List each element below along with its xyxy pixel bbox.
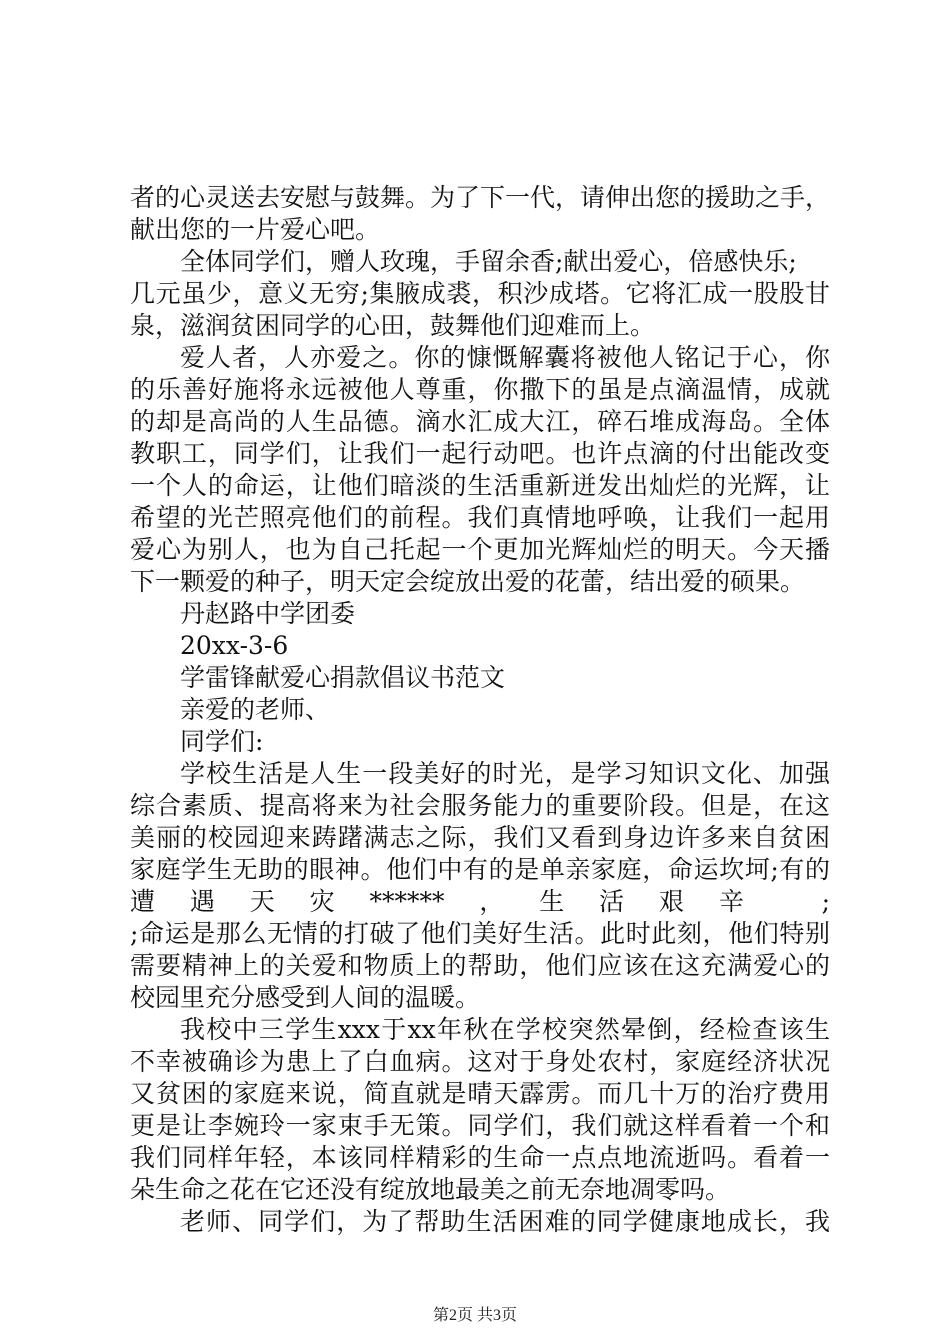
text-line: 者的心灵送去安慰与鼓舞。为了下一代，请伸出您的援助之手， [130, 183, 830, 212]
text-line: 家庭学生无助的眼神。他们中有的是单亲家庭，命运坎坷;有的 [130, 855, 830, 884]
text-line: 我校中三学生xxx于xx年秋在学校突然晕倒，经检查该生 [180, 1015, 830, 1044]
section-title: 学雷锋献爱心捐款倡议书范文 [180, 663, 506, 692]
text-line: 又贫困的家庭来说，简直就是晴天霹雳。而几十万的治疗费用 [130, 1079, 830, 1108]
text-line: 下一颗爱的种子，明天定会绽放出爱的花蕾，结出爱的硕果。 [130, 567, 806, 596]
text-line: 校园里充分感受到人间的温暖。 [130, 983, 481, 1012]
text-line: 的却是高尚的人生品德。滴水汇成大江，碎石堆成海岛。全体 [130, 407, 830, 436]
text-line: 我们同样年轻，本该同样精彩的生命一点点地流逝吗。看着一 [130, 1143, 830, 1172]
text-line: 爱心为别人，也为自己托起一个更加光辉灿烂的明天。今天播 [130, 535, 830, 564]
text-line: 需要精神上的关爱和物质上的帮助，他们应该在这充满爱心的 [130, 951, 830, 980]
page-number-footer: 第2页 共3页 [432, 1307, 517, 1324]
text-line: 全体同学们，赠人玫瑰，手留余香;献出爱心，倍感快乐; [180, 247, 797, 276]
text-line: 遭遇天灾******，生活艰辛 ; [130, 887, 830, 916]
text-line: 综合素质、提高将来为社会服务能力的重要阶段。但是，在这 [130, 791, 830, 820]
text-line: 泉，滋润贫困同学的心田，鼓舞他们迎难而上。 [130, 311, 656, 340]
text-line: 朵生命之花在它还没有绽放地最美之前无奈地凋零吗。 [130, 1175, 731, 1204]
text-line: 美丽的校园迎来踌躇满志之际，我们又看到身边许多来自贫困 [130, 823, 830, 852]
text-line: 更是让李婉玲一家束手无策。同学们，我们就这样看着一个和 [130, 1111, 830, 1140]
text-line: 献出您的一片爱心吧。 [130, 215, 381, 244]
text-line: 希望的光芒照亮他们的前程。我们真情地呼唤，让我们一起用 [130, 503, 830, 532]
salutation: 亲爱的老师、 [180, 695, 331, 724]
signature-date: 20xx-3-6 [180, 631, 289, 660]
text-line: 的乐善好施将永远被他人尊重，你撒下的虽是点滴温情，成就 [130, 375, 830, 404]
text-line: 一个人的命运，让他们暗淡的生活重新迸发出灿烂的光辉，让 [130, 471, 830, 500]
text-line: 不幸被确诊为患上了白血病。这对于身处农村，家庭经济状况 [130, 1047, 830, 1076]
text-line: 老师、同学们，为了帮助生活困难的同学健康地成长，我 [180, 1207, 830, 1236]
text-line: 几元虽少，意义无穷;集腋成裘，积沙成塔。它将汇成一股股甘 [130, 279, 830, 308]
text-line: 教职工，同学们，让我们一起行动吧。也许点滴的付出能改变 [130, 439, 830, 468]
signature-organization: 丹赵路中学团委 [180, 599, 356, 628]
salutation: 同学们: [180, 727, 264, 756]
text-line: 爱人者，人亦爱之。你的慷慨解囊将被他人铭记于心，你 [180, 343, 830, 372]
text-line: 学校生活是人生一段美好的时光，是学习知识文化、加强 [180, 759, 830, 788]
text-line: ;命运是那么无情的打破了他们美好生活。此时此刻，他们特别 [130, 919, 830, 948]
